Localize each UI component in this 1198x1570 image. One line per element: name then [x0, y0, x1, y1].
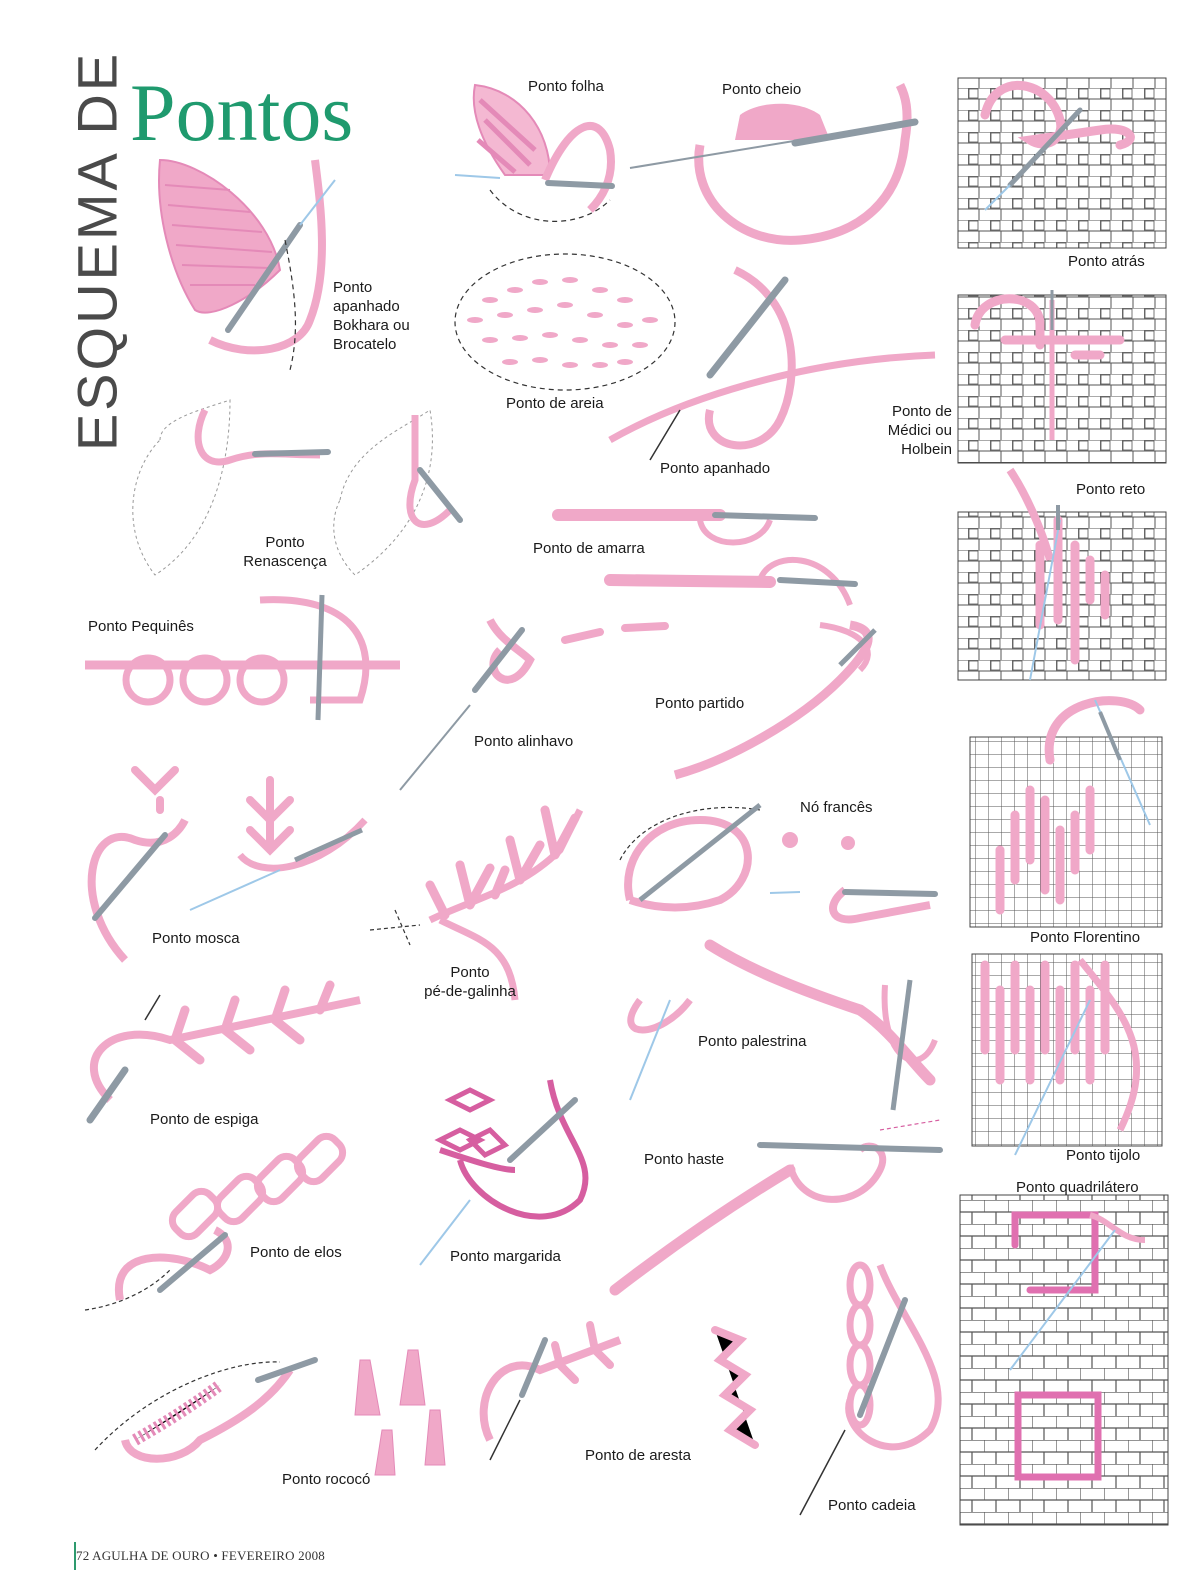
figure-elos: [85, 1131, 348, 1310]
figure-pequines: [85, 595, 400, 720]
label-cheio: Ponto cheio: [722, 81, 802, 98]
label-renascenca-1: Ponto: [265, 534, 305, 551]
label-pe-de-galinha-1: Ponto: [450, 964, 490, 981]
label-amarra: Ponto de amarra: [533, 540, 645, 557]
figure-alinhavo: [400, 620, 665, 790]
page-title: Pontos: [130, 67, 354, 158]
label-palestrina: Ponto palestrina: [698, 1033, 807, 1050]
label-haste: Ponto haste: [644, 1151, 725, 1168]
label-bokhara-4: Brocatelo: [333, 336, 397, 353]
label-medici-1: Ponto de: [891, 403, 952, 420]
figure-aresta: [484, 1325, 755, 1460]
label-espiga: Ponto de espiga: [150, 1111, 259, 1128]
label-renascenca-2: Renascença: [243, 553, 327, 570]
label-cadeia: Ponto cadeia: [828, 1497, 916, 1514]
figure-bokhara: [159, 160, 335, 370]
label-pequines: Ponto Pequinês: [88, 618, 194, 635]
page-footer: 72 AGULHA DE OURO • FEVEREIRO 2008: [76, 1548, 325, 1563]
figure-espiga: [90, 985, 360, 1120]
label-bokhara-2: apanhado: [333, 298, 400, 315]
figure-rococo: [95, 1350, 445, 1475]
grid-florentino: [970, 700, 1162, 927]
label-no-frances: Nó francês: [800, 799, 873, 816]
grid-medici: [958, 290, 1166, 463]
grid-quadrilatero: [960, 1195, 1168, 1525]
grid-reto: [958, 470, 1166, 680]
figure-margarida: [420, 1080, 586, 1265]
grid-atras: [958, 78, 1166, 248]
label-medici-2: Médici ou: [887, 422, 952, 439]
label-atras: Ponto atrás: [1068, 253, 1145, 270]
label-mosca: Ponto mosca: [152, 930, 240, 947]
label-quadrilatero: Ponto quadrilátero: [1016, 1179, 1139, 1196]
figure-cheio: [630, 85, 915, 240]
label-margarida: Ponto margarida: [450, 1248, 561, 1265]
figure-amarra: [558, 515, 855, 605]
figure-areia: [455, 254, 675, 390]
figure-haste: [615, 1120, 940, 1290]
label-medici-3: Holbein: [901, 441, 952, 458]
label-florentino: Ponto Florentino: [1030, 929, 1141, 946]
label-aresta: Ponto de aresta: [585, 1447, 691, 1464]
label-partido: Ponto partido: [655, 695, 745, 712]
title-prefix-text: ESQUEMA DE: [65, 50, 129, 451]
label-areia: Ponto de areia: [506, 395, 604, 412]
label-pe-de-galinha-2: pé-de-galinha: [424, 983, 516, 1000]
label-alinhavo: Ponto alinhavo: [474, 733, 574, 750]
label-reto: Ponto reto: [1076, 481, 1146, 498]
label-elos: Ponto de elos: [250, 1244, 342, 1261]
label-folha: Ponto folha: [528, 78, 604, 95]
title-prefix: [62, 50, 132, 451]
label-bokhara-3: Bokhara ou: [333, 317, 410, 334]
label-tijolo: Ponto tijolo: [1066, 1147, 1141, 1164]
figure-folha: [455, 85, 612, 221]
figure-cadeia: [800, 1265, 938, 1515]
label-rococo: Ponto rococó: [282, 1471, 371, 1488]
figure-no-frances: [620, 805, 935, 919]
label-apanhado: Ponto apanhado: [660, 460, 771, 477]
grid-tijolo: [972, 954, 1162, 1155]
label-bokhara-1: Ponto: [333, 279, 373, 296]
figure-palestrina: [630, 945, 935, 1110]
